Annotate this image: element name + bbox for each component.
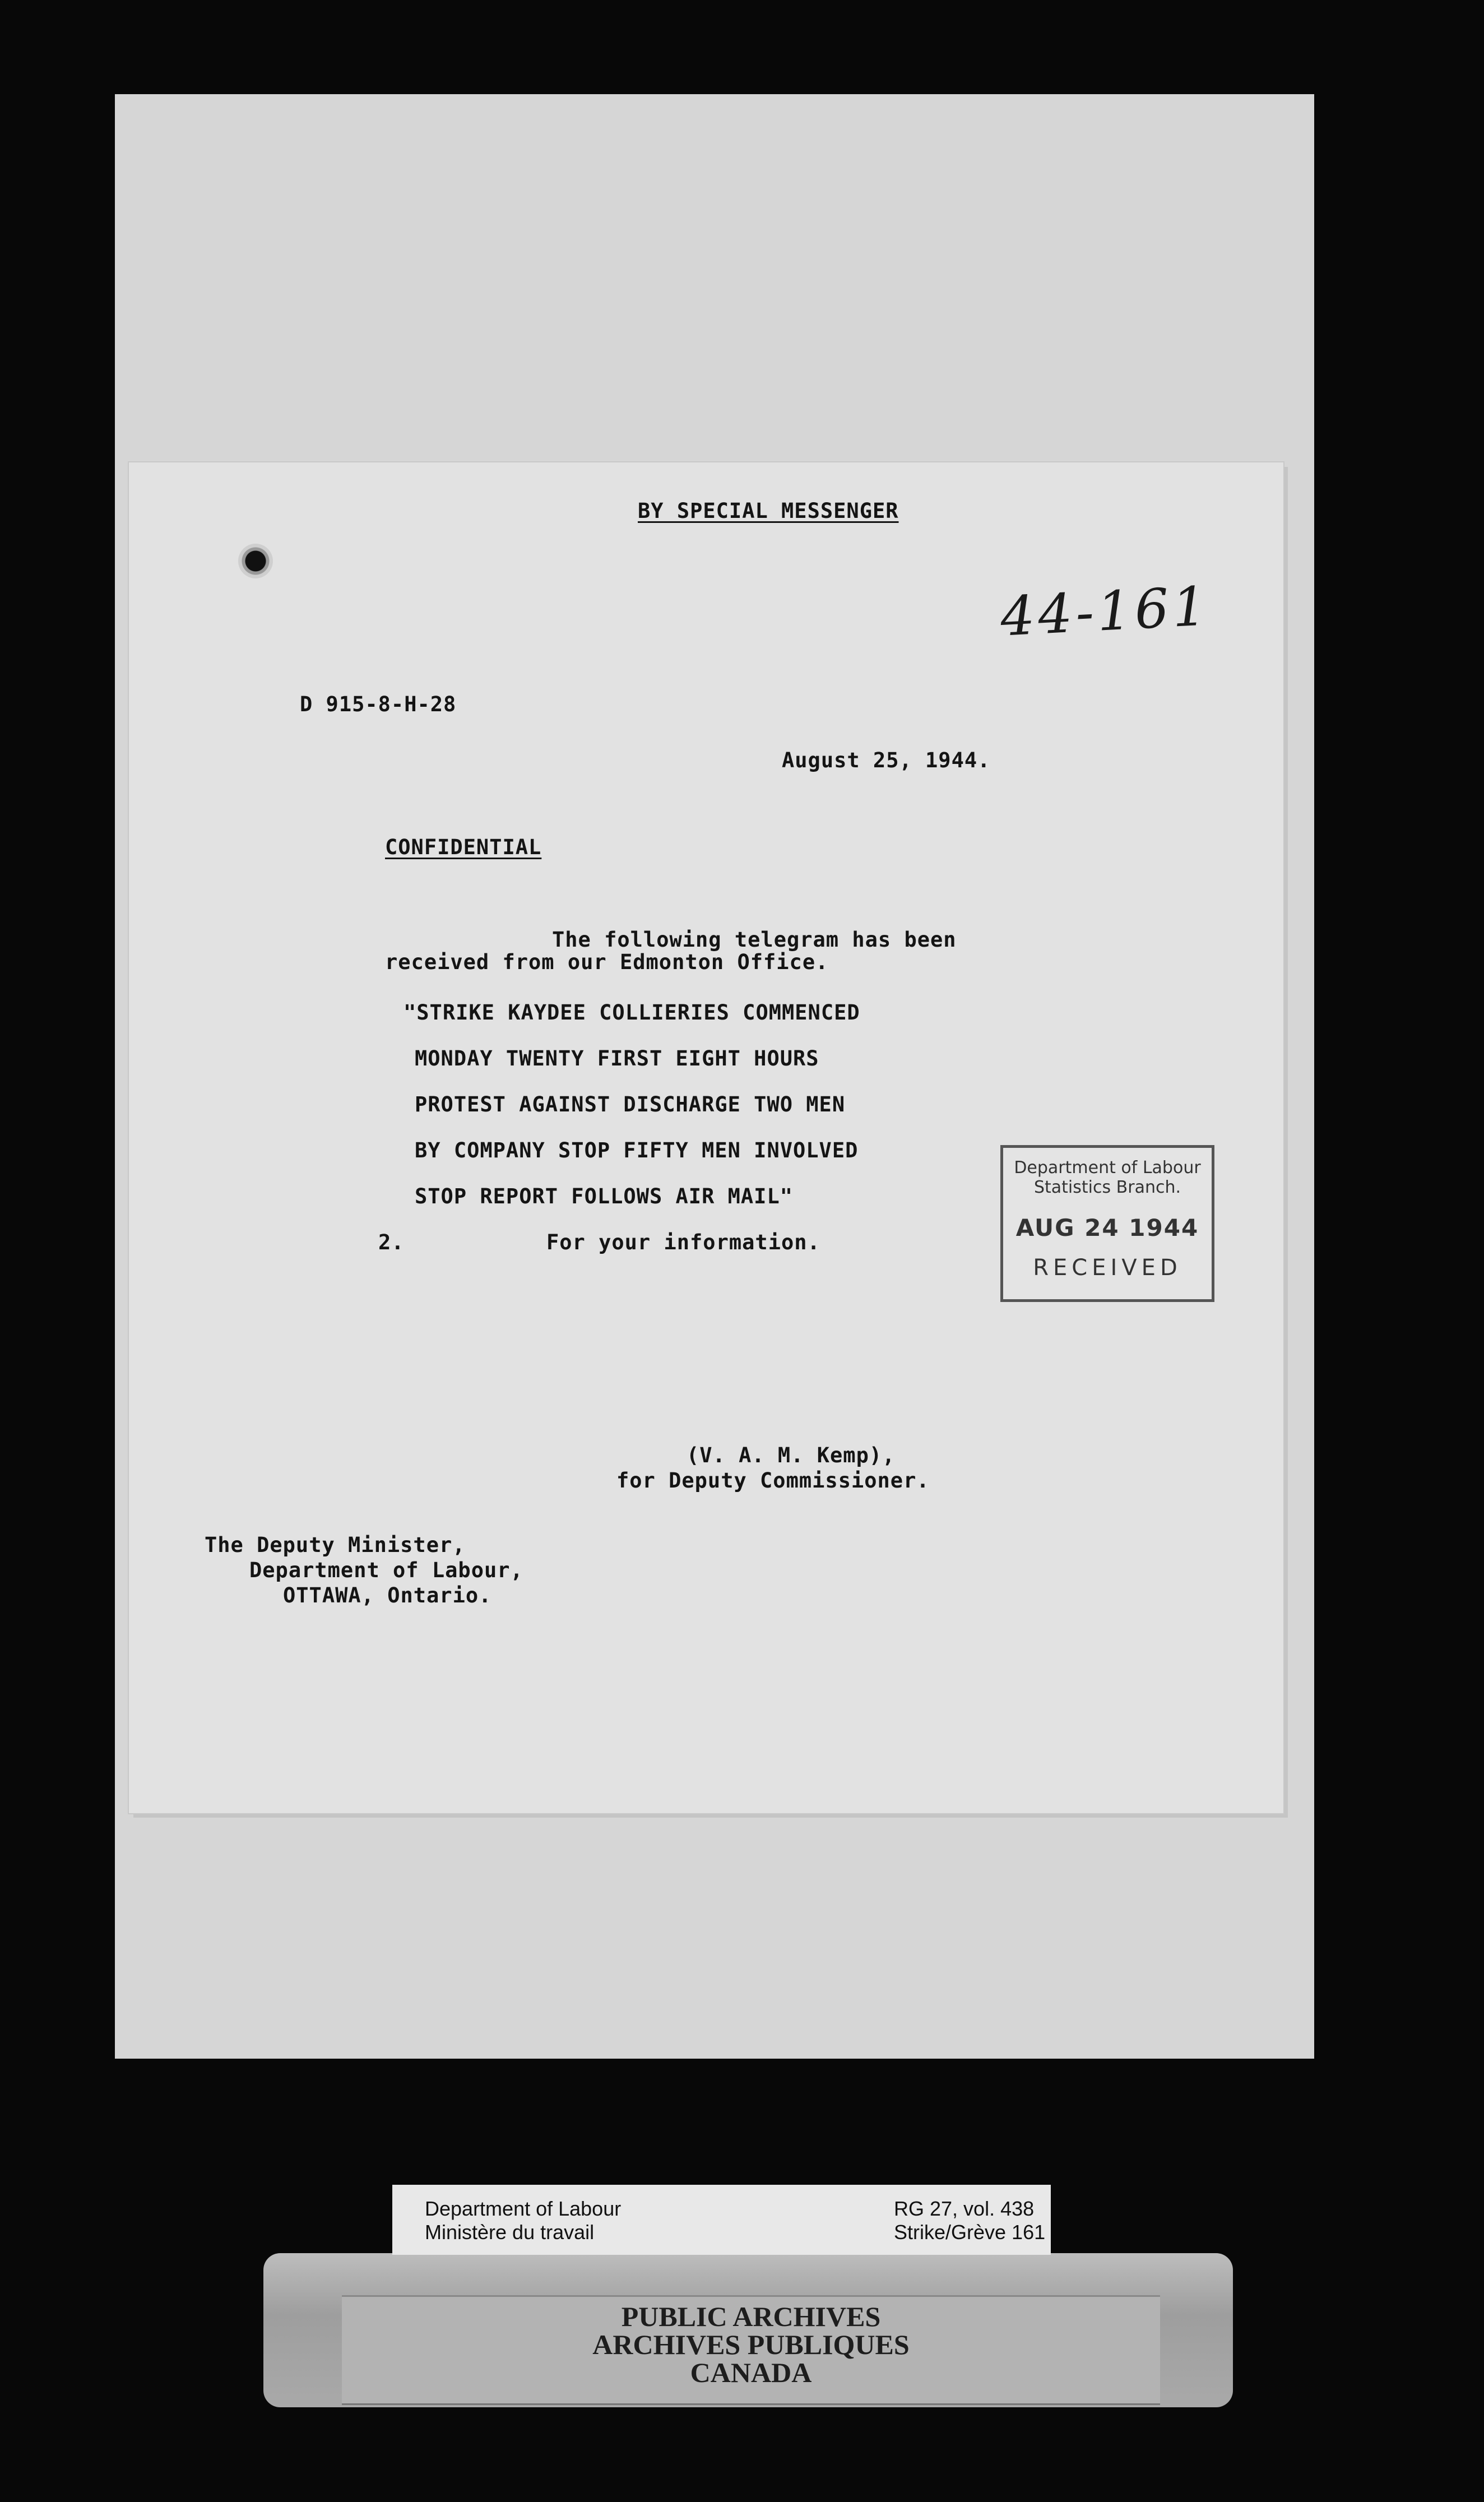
label-dept-fr: Ministère du travail [425,2221,595,2244]
telegram-line: MONDAY TWENTY FIRST EIGHT HOURS [415,1046,819,1071]
memo-sheet [129,462,1283,1813]
telegram-line: PROTEST AGAINST DISCHARGE TWO MEN [415,1092,846,1116]
confidential-label: CONFIDENTIAL [385,835,542,859]
label-rg: RG 27, vol. 438 [894,2197,1035,2220]
delivery-heading: BY SPECIAL MESSENGER [638,499,899,523]
recipient-line: OTTAWA, Ontario. [283,1583,492,1607]
telegram-line: STOP REPORT FOLLOWS AIR MAIL" [415,1184,794,1208]
stamp-branch: Statistics Branch. [1033,1178,1181,1197]
signature-title: for Deputy Commissioner. [616,1468,930,1493]
stamp-department: Department of Labour [1014,1158,1201,1178]
intro-line-1: The following telegram has been [552,928,957,952]
received-stamp [1000,1145,1214,1302]
paragraph-text: For your information. [546,1230,820,1254]
archive-line-1: PUBLIC ARCHIVES [621,2301,881,2332]
recipient-line: Department of Labour, [249,1558,523,1582]
archive-label-card [392,2185,1051,2255]
signature-name: (V. A. M. Kemp), [687,1443,896,1467]
stamp-status: RECEIVED [1033,1255,1182,1281]
handwritten-file-number: 44-161 [999,574,1212,648]
reference-number: D 915-8-H-28 [300,692,457,716]
label-dept-en: Department of Labour [425,2197,622,2220]
archive-line-2: ARCHIVES PUBLIQUES [592,2329,910,2360]
paragraph-number: 2. [378,1230,405,1254]
punch-hole [238,544,273,578]
label-strike: Strike/Grève 161 [894,2221,1046,2244]
memo-date: August 25, 1944. [782,748,991,772]
intro-line-2: received from our Edmonton Office. [385,950,829,974]
telegram-line: "STRIKE KAYDEE COLLIERIES COMMENCED [404,1000,860,1025]
stamp-date: AUG 24 1944 [1015,1214,1199,1241]
archive-line-3: CANADA [690,2357,812,2388]
telegram-line: BY COMPANY STOP FIFTY MEN INVOLVED [415,1138,859,1162]
recipient-line: The Deputy Minister, [205,1533,466,1557]
archive-band [342,2295,1160,2405]
